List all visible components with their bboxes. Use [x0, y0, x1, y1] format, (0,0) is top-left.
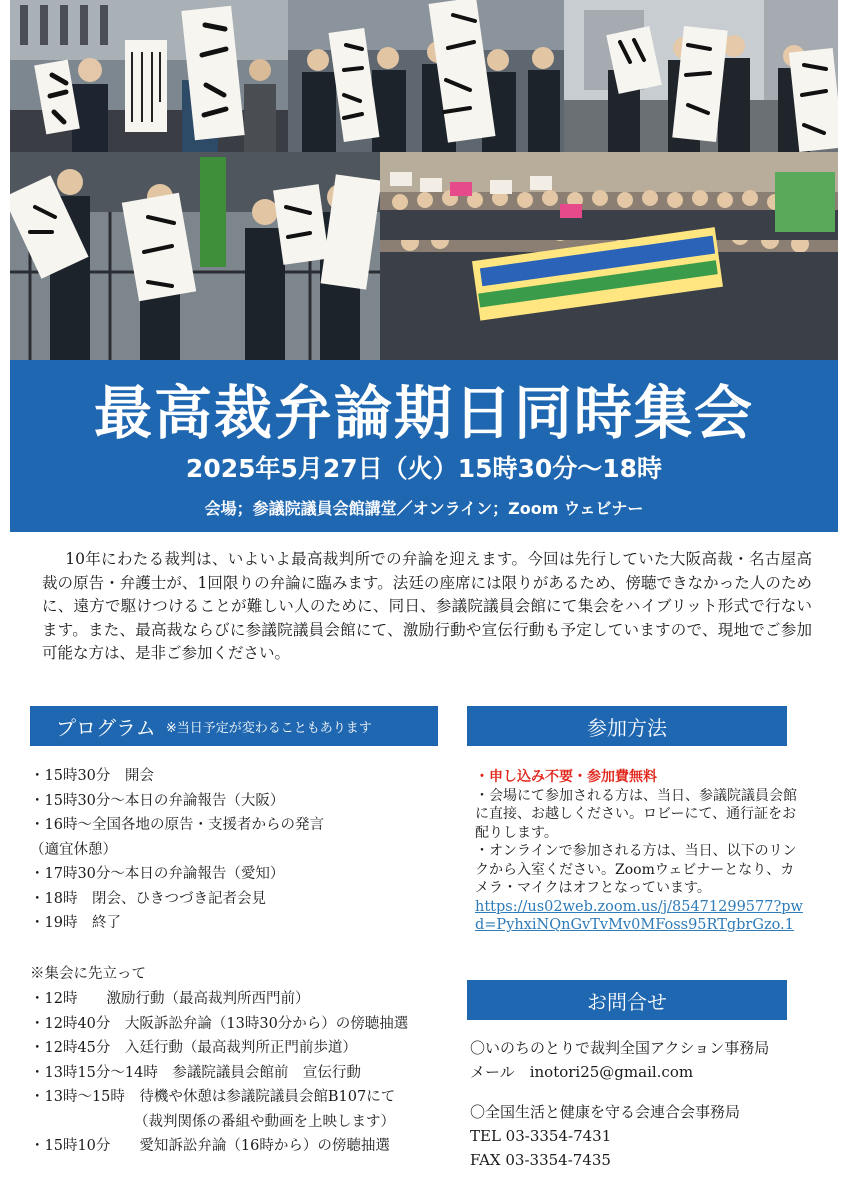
contact-org-1: 〇いのちのとりで裁判全国アクション事務局 — [470, 1039, 770, 1057]
intro-paragraph: 10年にわたる裁判は、いよいよ最高裁判所での弁論を迎えます。今回は先行していた大阪高裁・名古屋高裁の原告・弁護士が、1回限りの弁論に臨みます。法廷の座席には限りがあるため、傍聴できなかった人のために、遠方で駆けつけることが難しい人のために、同日、参議院議員会館にて集会をハイブリット形式で行ないます。また、最高裁ならびに参議院議員会館にて、激励行動や宣伝行動も予定していますので、現地でご参加可能な方は、是非ご参加ください。 — [42, 550, 812, 662]
contact-email: メール inotori25@gmail.com — [470, 1063, 694, 1081]
list-item: ・16時～全国各地の原告・支援者からの発言 — [30, 817, 324, 833]
contact-heading: お問合せ — [467, 980, 787, 1020]
list-item: ・15時30分 開会 — [30, 768, 154, 784]
list-item: ・12時40分 大阪訴訟弁論（13時30分から）の傍聴抽選 — [30, 1015, 409, 1032]
list-item: ・15時30分～本日の弁論報告（大阪） — [30, 792, 285, 809]
pre-event-list — [30, 987, 450, 1159]
photo-group — [380, 152, 838, 360]
venue-instructions: ・会場にて参加される方は、当日、参議院議員会館に直接、お越しください。ロビーにて、通行証をお配りします。 — [475, 787, 797, 841]
photo-court-2 — [288, 0, 564, 152]
list-item: ・19時 終了 — [30, 915, 121, 931]
program-list — [30, 764, 450, 936]
list-item: ・17時30分～本日の弁論報告（愛知） — [30, 866, 285, 882]
contact-fax: FAX 03-3354-7435 — [470, 1151, 611, 1169]
photo-court-1 — [10, 0, 288, 152]
online-instructions: ・オンラインで参加される方は、当日、以下のリンクから入室ください。Zoomウェビナーとなり、カメラ・マイクはオフとなっています。 — [475, 843, 797, 896]
title-banner — [10, 360, 838, 532]
list-item: ・12時45分 入廷行動（最高裁判所正門前歩道） — [30, 1040, 357, 1056]
list-item: （適宜休憩） — [30, 841, 117, 858]
list-item: （裁判関係の番組や動画を上映します） — [134, 1113, 395, 1130]
zoom-link[interactable]: https://us02web.zoom.us/j/85471299577?pwd=PyhxiNQnGvTvMv0MFoss95RTgbrGzo.1 — [475, 898, 803, 933]
free-participation-notice: ・申し込み不要・参加費無料 — [475, 769, 657, 785]
participation-body — [475, 768, 805, 935]
list-item: ・13時～15時 待機や休憩は参議院議員会館B107にて — [30, 1089, 396, 1105]
contact-info — [470, 1036, 810, 1172]
contact-org-2: 〇全国生活と健康を守る会連合会事務局 — [470, 1103, 741, 1121]
pre-event-heading: ※集会に先立って — [30, 966, 146, 982]
photo-court-4 — [10, 152, 380, 360]
list-item: ・13時15分～14時 参議院議員会館前 宣伝行動 — [30, 1064, 361, 1081]
page-title: 最高裁弁論期日同時集会 — [93, 379, 754, 447]
program-heading-note: ※当日予定が変わることもあります — [165, 720, 372, 736]
photo-court-3 — [564, 0, 838, 152]
contact-tel: TEL 03-3354-7431 — [470, 1127, 612, 1145]
event-venue: 会場；参議院議員会館講堂／オンライン；Zoom ウェビナー — [204, 499, 644, 518]
event-date: 2025年5月27日（火）15時30分～18時 — [185, 454, 663, 483]
photo-collage — [10, 0, 838, 360]
list-item: ・18時 閉会、ひきつづき記者会見 — [30, 890, 266, 907]
list-item: ・15時10分 愛知訴訟弁論（16時から）の傍聴抽選 — [30, 1138, 390, 1154]
participation-heading: 参加方法 — [467, 706, 787, 746]
list-item: ・12時 激励行動（最高裁判所西門前） — [30, 991, 310, 1007]
program-heading — [30, 706, 438, 746]
program-heading-label: プログラム — [56, 715, 156, 740]
